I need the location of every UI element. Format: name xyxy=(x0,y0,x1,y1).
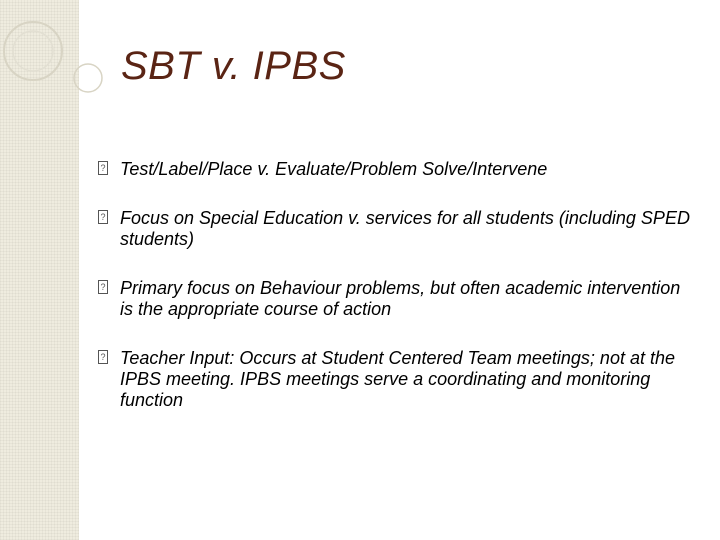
missing-glyph-box-icon: ? xyxy=(98,161,108,175)
bullet-text: Primary focus on Behaviour problems, but often academic intervention is the appropriate course of action xyxy=(120,278,681,319)
bullet-item xyxy=(98,208,698,250)
bullet-item xyxy=(98,278,698,320)
missing-glyph-box-icon: ? xyxy=(98,350,108,364)
bullet-list xyxy=(98,159,698,411)
bullet-text: Focus on Special Education v. services for all students (including SPED students) xyxy=(120,208,690,249)
bullet-text: Test/Label/Place v. Evaluate/Problem Solve/Intervene xyxy=(120,159,548,179)
slide-title: SBT v. IPBS xyxy=(121,44,346,88)
missing-glyph-box-icon: ? xyxy=(98,280,108,294)
bullet-item xyxy=(98,348,698,411)
missing-glyph-box-icon: ? xyxy=(98,210,108,224)
bullet-text: Teacher Input: Occurs at Student Centered Team meetings; not at the IPBS meeting. IPBS meetings serve a coordinating and monitoring function xyxy=(120,348,675,410)
bullet-item xyxy=(98,159,698,180)
